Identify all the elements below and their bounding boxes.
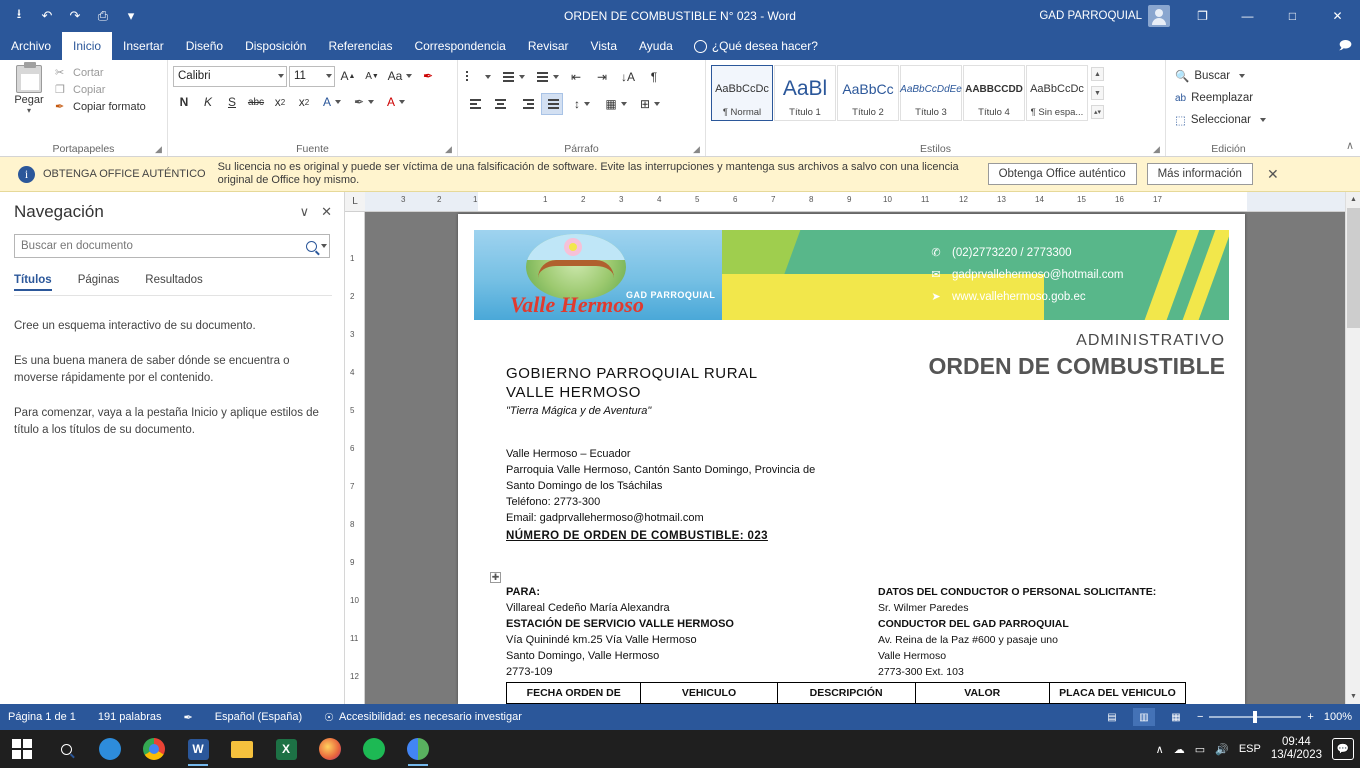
scrollbar-thumb[interactable] — [1347, 208, 1360, 328]
zoom-out-button[interactable]: − — [1196, 711, 1204, 723]
style-name: Título 1 — [789, 107, 821, 118]
web-layout-button[interactable]: ▦ — [1171, 711, 1181, 723]
style-titulo-1[interactable] — [774, 65, 836, 121]
order-number-line: NÚMERO DE ORDEN DE COMBUSTIBLE: 023 — [506, 530, 768, 542]
style-name: Título 2 — [852, 107, 884, 118]
chevron-down-icon — [1260, 118, 1266, 122]
header-phone: (02)2773220 / 2773300 — [952, 247, 1072, 259]
clipboard-dialog-launcher[interactable]: ◢ — [155, 144, 162, 154]
info-icon: i — [18, 166, 35, 183]
tab-vista[interactable]: Vista — [590, 39, 618, 53]
tab-stop-selector[interactable]: L — [345, 192, 365, 212]
org-line-1: GOBIERNO PARROQUIAL RURAL — [506, 365, 758, 382]
driver-line-2: CONDUCTOR DEL GAD PARROQUIAL — [878, 618, 1069, 630]
valle-hermoso-logo-icon — [526, 234, 626, 300]
copy-label: Copiar — [73, 84, 106, 96]
organization-block — [506, 364, 758, 417]
address-line-5: Email: gadprvallehermoso@hotmail.com — [506, 512, 704, 524]
style-name: ¶ Normal — [722, 107, 762, 118]
address-block — [506, 446, 815, 526]
system-tray — [1156, 736, 1360, 762]
redo-icon[interactable]: ↷ — [69, 8, 81, 23]
chrome-window-icon[interactable] — [396, 730, 440, 768]
show-hidden-icons-icon[interactable]: ∧ — [1155, 743, 1164, 756]
driver-line-5: 2773-300 Ext. 103 — [878, 666, 964, 678]
recipient-line-3: Vía Quinindé km.25 Vía Valle Hermoso — [506, 634, 697, 646]
subscript-button[interactable]: x 2 — [274, 95, 286, 109]
text-highlight-button[interactable]: ✒ — [349, 91, 379, 113]
chevron-down-icon — [278, 74, 284, 78]
styles-scroll-down-button[interactable]: ▼ — [1091, 86, 1104, 100]
accessibility-icon: ☉ — [324, 711, 335, 724]
format-painter-icon: ✒ — [55, 101, 65, 113]
styles-more-button[interactable]: ▴▾ — [1091, 105, 1104, 119]
replace-label: Reemplazar — [1191, 92, 1254, 104]
find-button[interactable] — [1171, 67, 1249, 85]
bold-button[interactable]: N — [179, 95, 189, 109]
print-preview-icon[interactable]: ⎙ — [97, 8, 109, 23]
style-preview: AaBbCcDc — [715, 83, 769, 95]
undo-icon[interactable]: ↶ — [41, 8, 53, 23]
paragraph-dialog-launcher[interactable]: ◢ — [693, 144, 700, 154]
style-preview: AaBbCc — [842, 81, 894, 97]
borders-button[interactable]: ⊞ — [635, 93, 665, 115]
copy-button[interactable] — [55, 83, 146, 97]
format-painter-button[interactable] — [55, 100, 146, 114]
increase-indent-button[interactable]: ⇥ — [596, 70, 608, 84]
recipient-line-1: Villareal Cedeño María Alexandra — [506, 602, 670, 614]
replace-button[interactable] — [1171, 90, 1257, 106]
tab-revisar[interactable]: Revisar — [527, 39, 569, 53]
proofing-icon[interactable]: ✒ — [183, 711, 193, 724]
search-icon: 🔍 — [1175, 71, 1190, 83]
nav-hint-2: Es una buena manera de saber dónde se encuentra o moverse rápidamente por el contenido. — [14, 355, 290, 384]
nav-hint-3: Para comenzar, vaya a la pestaña Inicio y aplique estilos de título a los títulos de su documento. — [14, 407, 319, 436]
ribbon-display-options-button[interactable]: ❐ — [1197, 9, 1208, 23]
table-move-handle-icon[interactable]: ✚ — [491, 572, 500, 582]
spotify-icon[interactable] — [352, 730, 396, 768]
style-preview: AaBbCcDc — [1030, 83, 1084, 95]
driver-heading: DATOS DEL CONDUCTOR O PERSONAL SOLICITANTE: — [878, 586, 1157, 598]
org-line-2: VALLE HERMOSO — [506, 384, 642, 401]
style-preview: AaBbCcDdEe — [900, 83, 962, 95]
more-info-button[interactable]: Más información — [1147, 163, 1253, 185]
driver-line-3: Av. Reina de la Paz #600 y pasaje uno — [878, 634, 1058, 646]
license-banner — [0, 157, 1360, 192]
style-titulo-3[interactable] — [900, 65, 962, 121]
nav-hint-1: Cree un esquema interactivo de su documento. — [14, 320, 256, 332]
tab-archivo[interactable]: Archivo — [11, 39, 52, 53]
document-heading: ORDEN DE COMBUSTIBLE — [928, 353, 1225, 379]
zoom-slider[interactable] — [1197, 711, 1314, 723]
italic-button[interactable]: K — [203, 95, 212, 109]
clock[interactable] — [1271, 736, 1322, 762]
comments-icon[interactable]: 🗩 — [1338, 37, 1352, 52]
taskbar — [0, 730, 1360, 768]
group-fuente — [168, 60, 458, 156]
collapse-ribbon-button[interactable]: ∧ — [1345, 140, 1354, 152]
read-mode-button[interactable]: ▤ — [1107, 711, 1117, 723]
document-vertical-scrollbar[interactable] — [1345, 192, 1360, 704]
style-titulo-4[interactable] — [963, 65, 1025, 121]
excel-icon[interactable]: X — [264, 730, 308, 768]
style-name: Título 4 — [978, 107, 1010, 118]
strikethrough-button[interactable]: abc — [247, 96, 265, 108]
clock-date: 13/4/2023 — [1270, 749, 1322, 761]
styles-dialog-launcher[interactable]: ◢ — [1153, 144, 1160, 154]
group-label-portapapeles: Portapapeles — [52, 143, 115, 155]
banner-close-icon[interactable]: ✕ — [1266, 165, 1279, 182]
group-label-estilos: Estilos — [920, 143, 951, 155]
align-left-button[interactable] — [463, 93, 485, 115]
superscript-button[interactable]: x 2 — [298, 95, 310, 109]
page-indicator[interactable]: Página 1 de 1 — [8, 711, 76, 723]
paste-label: Pegar — [14, 94, 44, 106]
styles-gallery — [711, 63, 1104, 121]
lightbulb-icon — [694, 40, 707, 53]
style-titulo-2[interactable] — [837, 65, 899, 121]
chevron-down-icon — [326, 74, 332, 78]
align-center-button[interactable] — [489, 93, 511, 115]
clear-formatting-button[interactable]: ✒ — [422, 69, 434, 83]
accessibility-status[interactable] — [324, 711, 522, 724]
tab-diseno[interactable]: Diseño — [185, 39, 224, 53]
phone-icon: ✆ — [931, 247, 941, 259]
format-painter-label: Copiar formato — [73, 101, 146, 113]
clock-time: 09:44 — [1282, 736, 1311, 748]
tab-inicio[interactable]: Inicio — [62, 32, 112, 60]
document-subtitle: ADMINISTRATIVO — [1076, 332, 1225, 349]
org-motto: "Tierra Mágica y de Aventura" — [506, 405, 652, 417]
zoom-level[interactable]: 100% — [1323, 711, 1352, 723]
navigation-pane — [0, 192, 345, 704]
zoom-thumb[interactable] — [1253, 711, 1257, 723]
banner-title: OBTENGA OFFICE AUTÉNTICO — [43, 168, 206, 180]
network-icon[interactable]: ▭ — [1194, 743, 1206, 756]
group-label-fuente: Fuente — [296, 143, 329, 155]
style-normal[interactable] — [711, 65, 773, 121]
document-page[interactable] — [458, 214, 1245, 704]
style-preview: AABBCCDD — [965, 83, 1023, 95]
cut-button[interactable] — [55, 66, 146, 80]
show-formatting-marks-button[interactable]: ¶ — [650, 70, 658, 84]
document-title-block — [929, 332, 1225, 380]
nav-divider — [14, 295, 332, 296]
align-right-button[interactable] — [515, 93, 537, 115]
paste-button[interactable]: Pegar ▾ — [5, 63, 53, 115]
recipient-line-5: 2773-109 — [506, 666, 553, 678]
numbering-button[interactable] — [497, 66, 527, 88]
find-label: Buscar — [1194, 70, 1231, 82]
title-bar — [0, 0, 1360, 32]
sort-button[interactable]: ↓A — [620, 70, 635, 84]
word-count[interactable]: 191 palabras — [97, 711, 162, 723]
file-explorer-icon[interactable] — [220, 730, 264, 768]
table-header-vehiculo: VEHICULO — [641, 683, 777, 704]
nav-tab-resultados[interactable]: Resultados — [145, 274, 203, 286]
tab-ayuda[interactable]: Ayuda — [639, 39, 673, 53]
header-website: www.vallehermoso.gob.ec — [952, 291, 1086, 303]
recipient-heading: PARA: — [506, 586, 541, 598]
style-name: ¶ Sin espa... — [1030, 107, 1084, 118]
select-icon: ⬚ — [1175, 115, 1186, 127]
document-title: ORDEN DE COMBUSTIBLE N° 023 - Word — [564, 9, 796, 23]
logo-text: Valle Hermoso — [510, 292, 644, 317]
status-bar — [0, 704, 1360, 730]
start-button[interactable] — [0, 730, 44, 768]
shading-button[interactable]: ▦ — [601, 93, 631, 115]
driver-block — [878, 584, 1156, 680]
chrome-icon[interactable] — [132, 730, 176, 768]
recipient-line-4: Santo Domingo, Valle Hermoso — [506, 650, 660, 662]
driver-line-4: Valle Hermoso — [878, 650, 947, 662]
notifications-icon[interactable]: 💬 — [1332, 738, 1354, 760]
firefox-icon[interactable] — [308, 730, 352, 768]
cut-label: Cortar — [73, 67, 104, 79]
language-indicator[interactable]: ESP — [1238, 743, 1261, 755]
mail-icon: ✉ — [931, 269, 941, 281]
recipient-block — [506, 584, 734, 680]
style-sin-espaciado[interactable] — [1026, 65, 1088, 121]
cursor-icon: ➤ — [931, 291, 941, 303]
vertical-ruler[interactable]: 1 2 3 4 5 6 7 8 9 10 11 12 — [345, 212, 365, 704]
ribbon-tab-bar — [0, 32, 1360, 60]
styles-scroll-up-button[interactable]: ▲ — [1091, 67, 1104, 81]
copy-icon: ❐ — [55, 84, 65, 96]
address-line-2: Parroquia Valle Hermoso, Cantón Santo Domingo, Provincia de — [506, 464, 816, 476]
multilevel-list-button[interactable] — [531, 66, 561, 88]
group-label-parrafo: Párrafo — [564, 143, 599, 155]
group-portapapeles — [0, 60, 168, 156]
scissors-icon: ✂ — [55, 67, 65, 79]
decrease-indent-button[interactable]: ⇤ — [570, 70, 582, 84]
group-edicion — [1166, 60, 1291, 156]
address-line-1: Valle Hermoso – Ecuador — [506, 448, 631, 460]
line-spacing-button[interactable]: ↕ — [567, 93, 597, 115]
select-button[interactable] — [1171, 111, 1270, 129]
search-icon[interactable] — [306, 241, 317, 252]
style-preview: AaBl — [782, 77, 828, 100]
group-parrafo — [458, 60, 706, 156]
style-name: Título 3 — [915, 107, 947, 118]
order-table[interactable] — [506, 682, 1186, 704]
navigation-collapse-icon[interactable]: ∨ — [299, 204, 310, 219]
tell-me-box[interactable] — [684, 32, 828, 60]
logo-badge: GAD PARROQUIAL — [626, 290, 716, 300]
address-line-3: Santo Domingo de los Tsáchilas — [506, 480, 663, 492]
justify-button[interactable] — [541, 93, 563, 115]
minimize-button[interactable]: — — [1241, 9, 1254, 23]
zoom-in-button[interactable]: + — [1307, 711, 1314, 723]
header-email: gadprvallehermoso@hotmail.com — [952, 269, 1124, 281]
edge-icon[interactable] — [88, 730, 132, 768]
scroll-down-icon[interactable]: ▼ — [1346, 689, 1360, 704]
accessibility-label: Accesibilidad: es necesario investigar — [339, 711, 522, 723]
table-row — [507, 683, 1186, 704]
get-genuine-office-button[interactable]: Obtenga Office auténtico — [988, 163, 1137, 185]
nav-tab-paginas[interactable]: Páginas — [77, 274, 120, 286]
tell-me-label: ¿Qué desea hacer? — [711, 39, 818, 53]
font-size-value: 11 — [294, 70, 306, 82]
close-button[interactable]: ✕ — [1332, 9, 1343, 23]
text-effects-button[interactable]: A — [317, 91, 347, 113]
account-name[interactable]: GAD PARROQUIAL — [1039, 10, 1142, 22]
group-estilos — [706, 60, 1166, 156]
save-icon[interactable]: ⭳ — [16, 6, 22, 21]
tab-disposicion[interactable]: Disposición — [245, 39, 307, 53]
scroll-up-icon[interactable]: ▲ — [1346, 192, 1360, 207]
address-line-4: Teléfono: 2773-300 — [506, 496, 601, 508]
language-indicator[interactable]: Español (España) — [214, 711, 303, 723]
recipient-line-2: ESTACIÓN DE SERVICIO VALLE HERMOSO — [506, 618, 734, 630]
chevron-down-icon — [1239, 74, 1245, 78]
font-dialog-launcher[interactable]: ◢ — [445, 144, 452, 154]
onedrive-icon[interactable]: ☁ — [1173, 743, 1185, 756]
header-contacts — [929, 242, 1123, 308]
customize-qat-icon[interactable]: ▾ — [127, 8, 135, 23]
search-icon[interactable] — [44, 730, 88, 768]
table-header-placa: PLACA DEL VEHICULO — [1049, 683, 1185, 704]
print-layout-button[interactable]: ▥ — [1133, 708, 1155, 726]
navigation-close-icon[interactable]: ✕ — [321, 204, 332, 219]
bullets-button[interactable] — [463, 66, 493, 88]
word-icon[interactable]: W — [176, 730, 220, 768]
ribbon — [0, 60, 1360, 157]
font-color-button[interactable]: A — [381, 91, 411, 113]
volume-icon[interactable]: 🔊 — [1215, 743, 1229, 756]
avatar[interactable] — [1148, 5, 1170, 27]
maximize-button[interactable]: □ — [1288, 9, 1297, 23]
tab-insertar[interactable]: Insertar — [123, 39, 164, 53]
grow-font-button[interactable]: A ▲ — [340, 69, 356, 83]
tab-referencias[interactable]: Referencias — [328, 39, 393, 53]
table-header-fecha: FECHA ORDEN DE — [507, 683, 641, 704]
chevron-down-icon[interactable] — [321, 244, 327, 248]
paste-icon — [16, 65, 42, 93]
zoom-track[interactable] — [1209, 716, 1301, 718]
font-family-combo[interactable] — [173, 66, 287, 87]
quick-access-toolbar — [0, 4, 144, 28]
navigation-title: Navegación — [14, 202, 104, 221]
table-header-descripcion: DESCRIPCIÓN — [777, 683, 915, 704]
horizontal-ruler[interactable]: 3 2 1 1 2 3 4 5 6 7 8 9 10 11 12 13 14 15 16 17 — [365, 192, 1345, 212]
navigation-search-placeholder: Buscar en documento — [21, 240, 133, 252]
document-area — [345, 192, 1360, 704]
replace-icon: ab — [1175, 92, 1187, 104]
navigation-search-input[interactable] — [14, 234, 330, 258]
banner-message: Su licencia no es original y puede ser víctima de una falsificación de software. Evite las interrupciones y mantenga sus archivos a salvo con una licencia original de Office hoy mismo. — [217, 161, 959, 186]
underline-button[interactable]: S — [227, 95, 236, 109]
table-header-valor: VALOR — [915, 683, 1049, 704]
driver-line-1: Sr. Wilmer Paredes — [878, 602, 969, 614]
tab-correspondencia[interactable]: Correspondencia — [414, 39, 506, 53]
group-label-edicion: Edición — [1211, 143, 1246, 155]
select-label: Seleccionar — [1190, 114, 1251, 126]
shrink-font-button[interactable]: A ▼ — [365, 70, 379, 82]
font-family-value: Calibri — [178, 70, 211, 82]
document-header-banner — [474, 230, 1229, 320]
change-case-button[interactable]: Aa — [385, 65, 415, 87]
nav-tab-titulos[interactable]: Títulos — [14, 274, 52, 291]
font-size-combo[interactable] — [289, 66, 335, 87]
